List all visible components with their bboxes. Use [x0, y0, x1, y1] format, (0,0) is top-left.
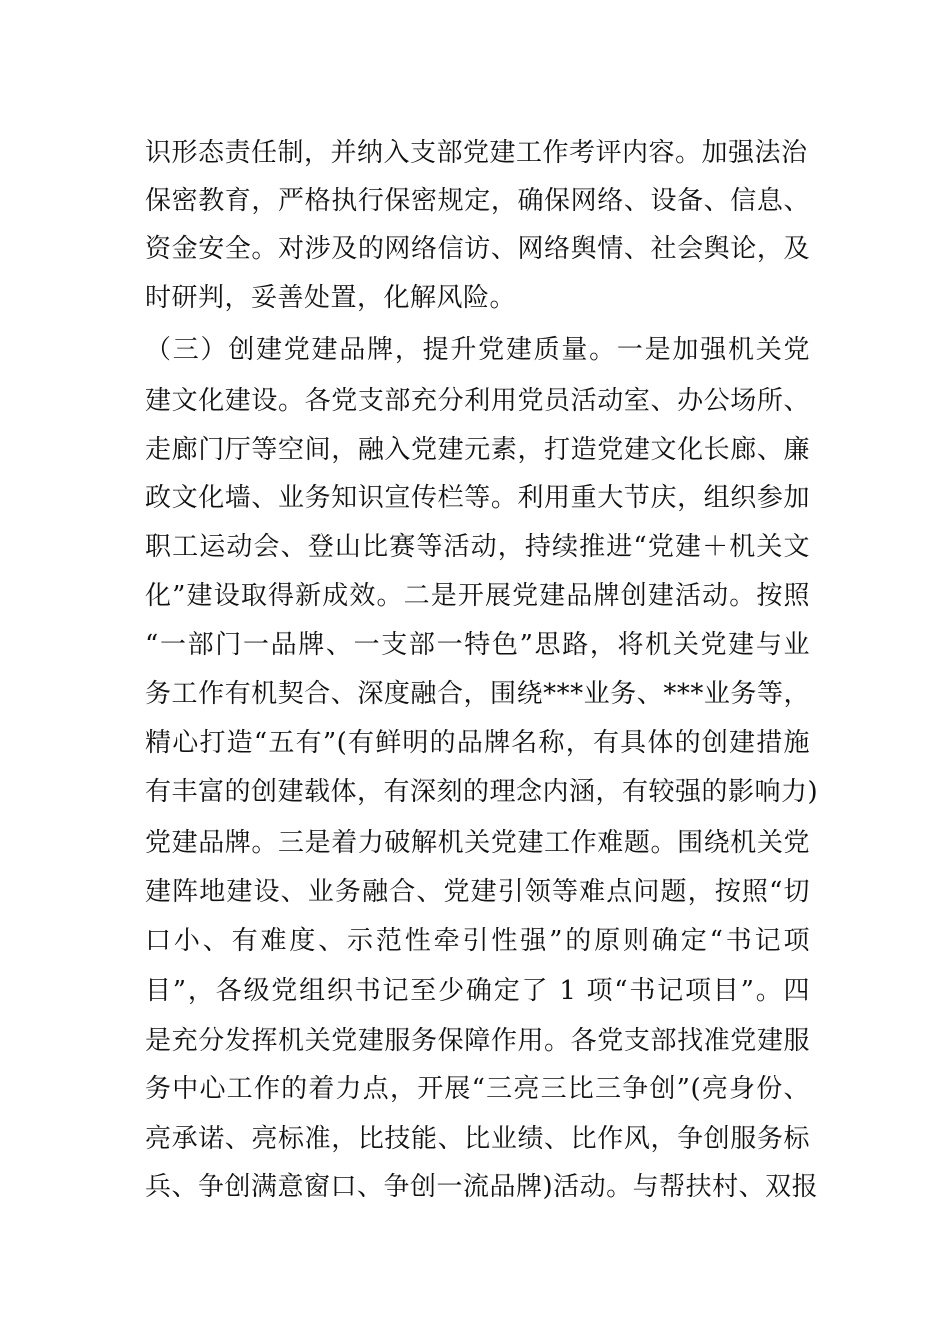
- text-line: 是充分发挥机关党建服务保障作用。各党支部找准党建服: [145, 1026, 810, 1056]
- text-line: 化”建设取得新成效。二是开展党建品牌创建活动。按照: [145, 581, 810, 611]
- paragraph-heading-line: （三）创建党建品牌，提升党建质量。一是加强机关党: [145, 335, 810, 365]
- text-line: 务中心工作的着力点，开展“三亮三比三争创”(亮身份、: [145, 1074, 810, 1104]
- text-line: 走廊门厅等空间，融入党建元素，打造党建文化长廊、廉: [145, 435, 810, 465]
- text-line: 建文化建设。各党支部充分利用党员活动室、办公场所、: [145, 386, 810, 416]
- text-line: 有丰富的创建载体，有深刻的理念内涵，有较强的影响力): [145, 777, 819, 807]
- text-line: 资金安全。对涉及的网络信访、网络舆情、社会舆论，及: [145, 234, 810, 264]
- text-line: 兵、争创满意窗口、争创一流品牌)活动。与帮扶村、双报: [145, 1172, 819, 1202]
- text-line: 口小、有难度、示范性牵引性强”的原则确定“书记项: [145, 926, 810, 956]
- text-line: 建阵地建设、业务融合、党建引领等难点问题，按照“切: [145, 877, 810, 907]
- text-line: 亮承诺、亮标准，比技能、比业绩、比作风，争创服务标: [145, 1124, 810, 1154]
- text-line: 职工运动会、登山比赛等活动，持续推进“党建＋机关文: [145, 532, 810, 562]
- text-line: 识形态责任制，并纳入支部党建工作考评内容。加强法治: [145, 138, 808, 168]
- text-line: 目”，各级党组织书记至少确定了 1 项“书记项目”。四: [145, 976, 810, 1006]
- text-line: 精心打造“五有”(有鲜明的品牌名称，有具体的创建措施: [145, 728, 810, 758]
- text-line: 时研判，妥善处置，化解风险。: [145, 283, 517, 313]
- text-line: 务工作有机契合、深度融合，围绕***业务、***业务等，: [145, 679, 810, 709]
- text-line: 党建品牌。三是着力破解机关党建工作难题。围绕机关党: [145, 828, 810, 858]
- text-line: 政文化墙、业务知识宣传栏等。利用重大节庆，组织参加: [145, 483, 810, 513]
- text-line: 保密教育，严格执行保密规定，确保网络、设备、信息、: [145, 186, 810, 216]
- text-line: “一部门一品牌、一支部一特色”思路，将机关党建与业: [145, 630, 810, 660]
